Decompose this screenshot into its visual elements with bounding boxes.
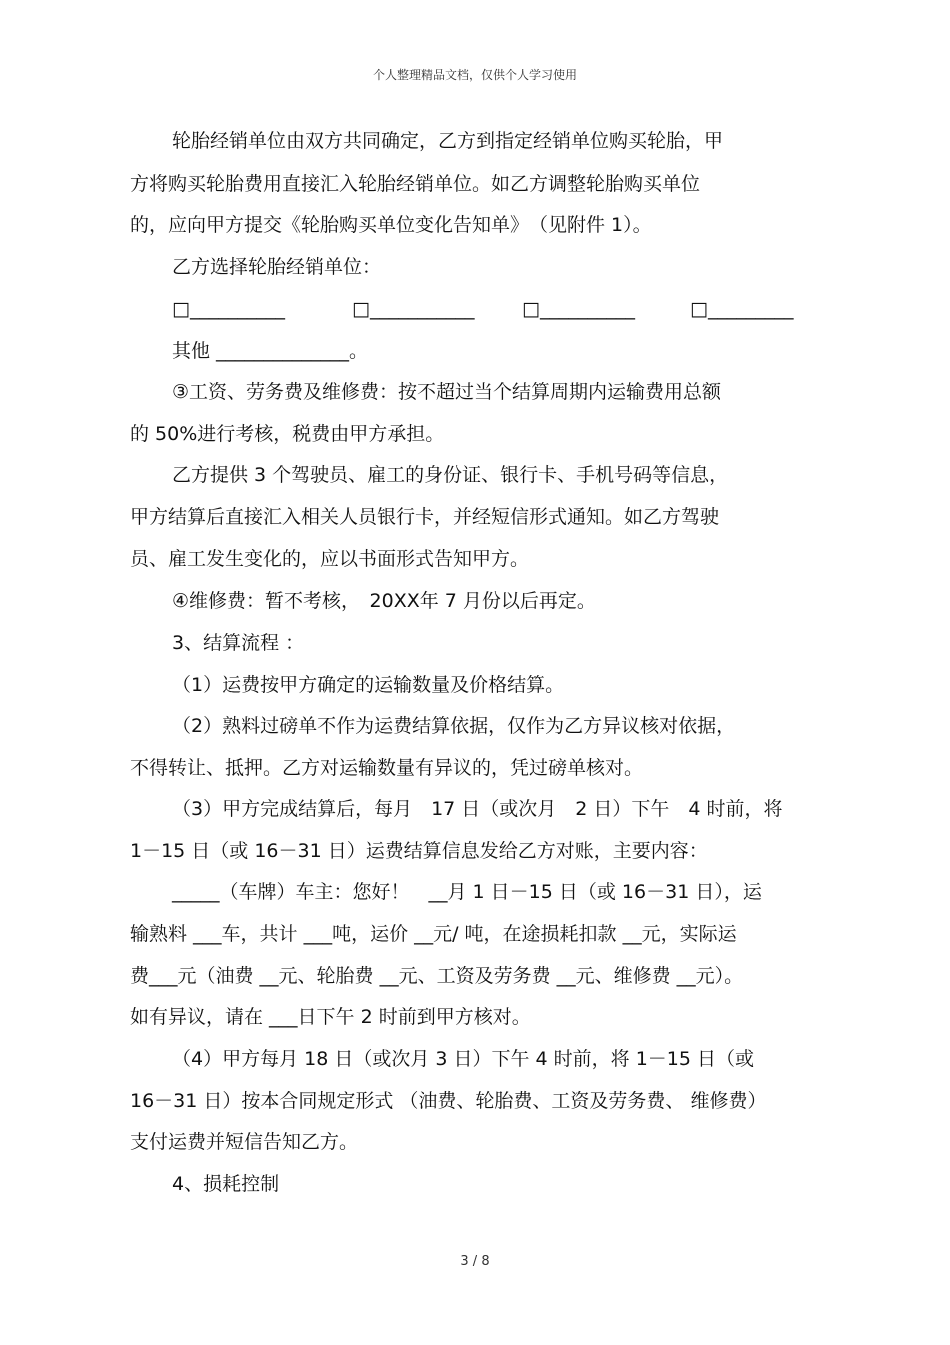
paragraph-line: 如有异议，请在 ___日下午 2 时前到甲方核对。 (130, 1006, 531, 1028)
paragraph-line: 的 50%进行考核，税费由甲方承担。 (130, 423, 445, 445)
paragraph-line: 的，应向甲方提交《轮胎购买单位变化告知单》 （见附件 1）。 (130, 214, 652, 236)
paragraph-line: 不得转让、抵押。乙方对运输数量有异议的，凭过磅单核对。 (130, 757, 644, 779)
section-heading: 3、结算流程 ： (172, 632, 305, 654)
paragraph-line: 16－31 日）按本合同规定形式 （油费、轮胎费、工资及劳务费、 维修费） (130, 1090, 767, 1112)
paragraph-line: _____（车牌）车主：您好！ __月 1 日－15 日（或 16－31 日），运 (172, 881, 762, 903)
section-heading: 4、损耗控制 (172, 1173, 280, 1195)
paragraph-line: 方将购买轮胎费用直接汇入轮胎经销单位。如乙方调整轮胎购买单位 (130, 173, 701, 195)
paragraph-line: （1）运费按甲方确定的运输数量及价格结算。 (172, 674, 565, 696)
tire-dealer-option-1[interactable]: □__________ (172, 298, 285, 320)
paragraph-line: 甲方结算后直接汇入相关人员银行卡，并经短信形式通知。如乙方驾驶 (130, 506, 720, 528)
paragraph-line: （3）甲方完成结算后，每月 17 日（或次月 2 日）下午 4 时前，将 (172, 798, 783, 820)
paragraph-line: 其他 ______________。 (172, 340, 369, 362)
paragraph-line: ③工资、劳务费及维修费：按不超过当个结算周期内运输费用总额 (172, 381, 722, 403)
paragraph-line: 乙方选择轮胎经销单位： (172, 256, 382, 278)
paragraph-line: 费___元（油费 __元、轮胎费 __元、工资及劳务费 __元、维修费 __元）。 (130, 965, 744, 987)
paragraph-line: （4）甲方每月 18 日（或次月 3 日）下午 4 时前，将 1－15 日（或 (172, 1048, 755, 1070)
paragraph-line: 乙方提供 3 个驾驶员、雇工的身份证、银行卡、手机号码等信息， (172, 464, 729, 486)
tire-dealer-options (0, 300, 950, 324)
tire-dealer-option-4[interactable]: □_________ (690, 298, 794, 320)
page-header: 个人整理精品文档，仅供个人学习使用 (372, 68, 577, 82)
paragraph-line: 支付运费并短信告知乙方。 (130, 1131, 359, 1153)
paragraph-line: ④维修费：暂不考核， 20XX年 7 月份以后再定。 (172, 590, 596, 612)
tire-dealer-option-2[interactable]: □___________ (352, 298, 475, 320)
paragraph-line: 输熟料 ___车，共计 ___吨，运价 __元/ 吨，在途损耗扣款 __元，实际运 (130, 923, 737, 945)
tire-dealer-option-3[interactable]: □__________ (522, 298, 635, 320)
paragraph-line: 员、雇工发生变化的，应以书面形式告知甲方。 (130, 548, 530, 570)
page-number: 3 / 8 (460, 1254, 490, 1269)
paragraph-line: 1－15 日（或 16－31 日）运费结算信息发给乙方对账，主要内容： (130, 840, 708, 862)
paragraph-line: 轮胎经销单位由双方共同确定，乙方到指定经销单位购买轮胎，甲 (172, 130, 724, 152)
paragraph-line: （2）熟料过磅单不作为运费结算依据，仅作为乙方异议核对依据， (172, 715, 736, 737)
